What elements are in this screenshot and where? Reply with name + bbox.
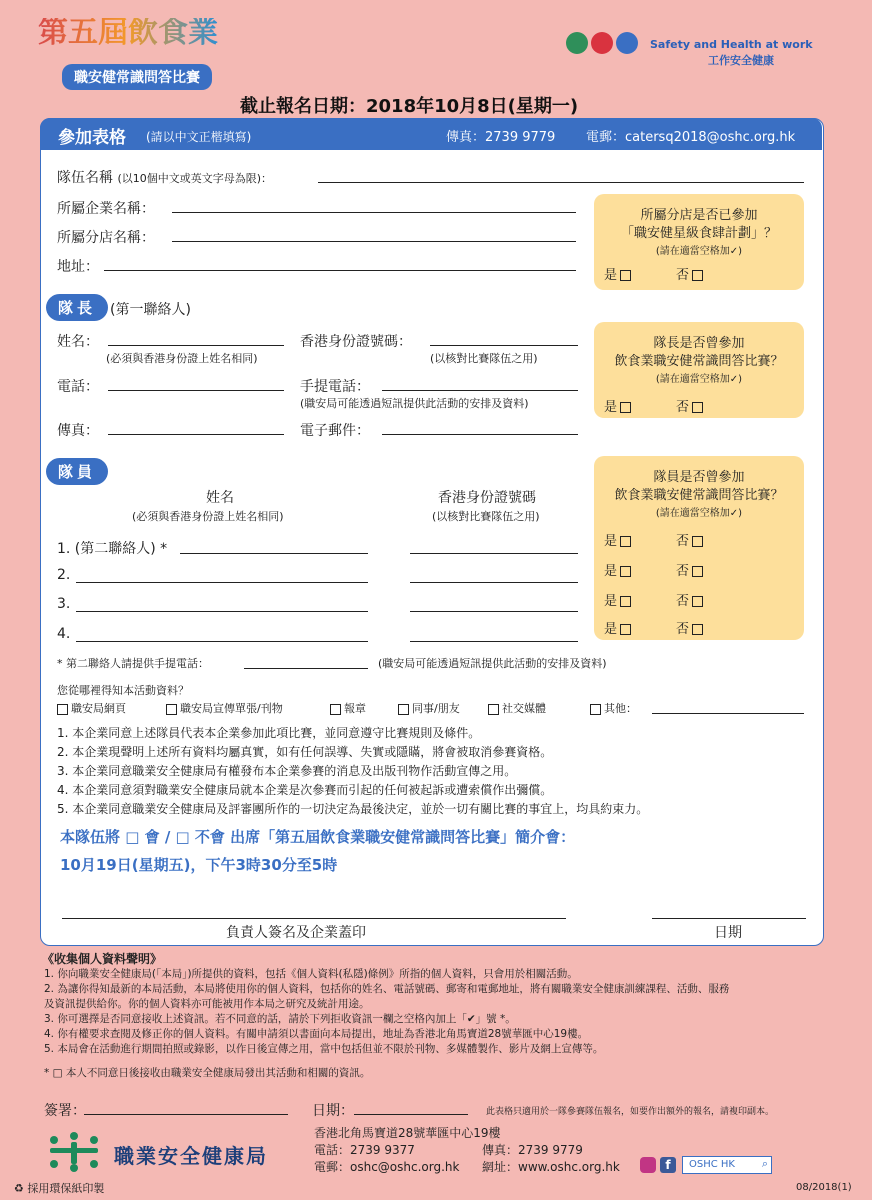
- source-friends-label: 同事/朋友: [412, 702, 460, 715]
- oshc-english-name: Safety and Health at work: [650, 38, 813, 51]
- member-4-hkid-field[interactable]: [410, 641, 578, 642]
- leader-no-option[interactable]: [676, 396, 703, 415]
- term-item: 1. 本企業同意上述隊員代表本企業參加此項比賽，並同意遵守比賽規則及條件。: [57, 726, 481, 740]
- privacy-item: 2. 為讓你得知最新的本局活動，本局將使用你的個人資料，包括你的姓名、電話號碼、郵寄和電郵地址，將有關職業安全健康訓練課程、活動、服務: [44, 983, 730, 995]
- eco-print: [14, 1180, 104, 1196]
- member-1-yes-option[interactable]: [604, 530, 631, 549]
- leader-email-label: 電子郵件：: [300, 423, 370, 439]
- footer-sign-field[interactable]: [84, 1114, 288, 1115]
- address-field[interactable]: [104, 270, 576, 271]
- star-question-note: (請在適當空格加✓): [655, 246, 743, 257]
- leader-yes-label: 是: [604, 400, 618, 415]
- footer-email[interactable]: 電郵：oshc@oshc.org.hk: [314, 1160, 460, 1174]
- source-other-checkbox[interactable]: [590, 704, 601, 715]
- member-4-yes-checkbox[interactable]: [620, 624, 631, 635]
- footer-address: 香港北角馬寶道28號華匯中心19樓: [314, 1126, 501, 1140]
- member-row-1-label: 1. (第二聯絡人) *: [57, 541, 168, 557]
- star-no-checkbox[interactable]: [692, 270, 703, 281]
- member-row-4-label: 4.: [57, 626, 71, 642]
- member-2-no-option[interactable]: [676, 560, 703, 579]
- source-leaflet-checkbox[interactable]: [166, 704, 177, 715]
- star-yes-label: 是: [604, 268, 618, 283]
- leader-email-field[interactable]: [382, 434, 578, 435]
- star-question-line1: 所屬分店是否已參加: [640, 208, 758, 223]
- member-row-3-label: 3.: [57, 596, 71, 612]
- term-item: 3. 本企業同意職業安全健康局有權發布本企業參賽的消息及出版刊物作活動宣傳之用。: [57, 764, 517, 778]
- privacy-title: 《收集個人資料聲明》: [42, 952, 163, 966]
- member-2-no-checkbox[interactable]: [692, 566, 703, 577]
- leader-yes-checkbox[interactable]: [620, 402, 631, 413]
- member-row-2-label: 2.: [57, 567, 71, 583]
- oshc-mark-icon: [42, 1130, 106, 1174]
- privacy-item: 1. 你向職業安全健康局(「本局」)所提供的資料，包括《個人資料(私隱)條例》所指的個人資料，只會用於相關活動。: [44, 968, 578, 980]
- member-1-yes-checkbox[interactable]: [620, 536, 631, 547]
- member-1-no-checkbox[interactable]: [692, 536, 703, 547]
- team-name-text: 隊伍名稱: [57, 170, 113, 186]
- members-question-line2: 飲食業職安健常識問答比賽？: [614, 488, 784, 503]
- member-3-yes-checkbox[interactable]: [620, 596, 631, 607]
- address-label: 地址：: [57, 259, 99, 275]
- member-1-hkid-field[interactable]: [410, 553, 578, 554]
- branch-label: 所屬分店名稱：: [57, 230, 155, 246]
- event-logo-title: 第五屆飲食業: [38, 15, 218, 50]
- privacy-item: 及資訊提供給你。你的個人資料亦可能被用作本局之研究及統計用途。: [44, 998, 370, 1010]
- oshc-search-box[interactable]: [682, 1156, 772, 1174]
- form-email: 電郵：catersq2018@oshc.org.hk: [586, 130, 796, 145]
- member-4-no-checkbox[interactable]: [692, 624, 703, 635]
- source-option-social[interactable]: [488, 700, 546, 716]
- leader-no-label: 否: [676, 400, 690, 415]
- member-3-no-label: 否: [676, 594, 690, 609]
- footer-date-field[interactable]: [354, 1114, 468, 1115]
- members-col-name-note: (必須與香港身份證上姓名相同): [132, 510, 284, 523]
- leader-fax-field[interactable]: [108, 434, 284, 435]
- leader-yes-option[interactable]: [604, 396, 631, 415]
- privacy-list: [44, 967, 729, 1057]
- privacy-item: 5. 本局會在活動進行期間拍照或錄影，以作日後宣傳之用，當中包括但並不限於刊物、多媒體製作、影片及網上宣傳等。: [44, 1043, 604, 1055]
- members-col-name: 姓名: [206, 490, 234, 506]
- footer-date-label: 日期：: [312, 1103, 354, 1119]
- star-question-line2: 「職安健星級食肆計劃」？: [620, 226, 777, 241]
- source-social-checkbox[interactable]: [488, 704, 499, 715]
- star-no-option[interactable]: [676, 264, 703, 283]
- term-item: 4. 本企業同意須對職業安全健康局就本企業是次參賽而引起的任何被起訴或遭索償作出彌償。: [57, 783, 553, 797]
- source-newspaper-checkbox[interactable]: [330, 704, 341, 715]
- leader-mobile-field[interactable]: [382, 390, 578, 391]
- source-other-field[interactable]: [652, 713, 804, 714]
- leader-hkid-label: 香港身份證號碼：: [300, 334, 412, 350]
- registration-deadline: 截止報名日期：2018年10月8日(星期一): [240, 96, 579, 117]
- star-yes-option[interactable]: [604, 264, 631, 283]
- leader-pill: 隊長: [46, 294, 108, 321]
- oshc-chinese-name: 工作安全健康: [708, 54, 774, 67]
- leader-name-field[interactable]: [108, 345, 284, 346]
- member-3-no-checkbox[interactable]: [692, 596, 703, 607]
- leader-phone-field[interactable]: [108, 390, 284, 391]
- eye-icon: [566, 32, 588, 54]
- privacy-item: 4. 你有權要求查閱及修正你的個人資料。有關申請須以書面向本局提出，地址為香港北角馬寶道28號華匯中心19樓。: [44, 1028, 589, 1040]
- star-no-label: 否: [676, 268, 690, 283]
- source-newspaper-label: 報章: [344, 702, 366, 715]
- leader-mobile-label: 手提電話：: [300, 379, 370, 395]
- leader-name-note: (必須與香港身份證上姓名相同): [106, 352, 258, 365]
- signature-label: 負責人簽名及企業蓋印: [226, 925, 366, 941]
- leader-pill-note: (第一聯絡人): [110, 302, 191, 318]
- leader-question-line2: 飲食業職安健常識問答比賽？: [614, 354, 784, 369]
- term-item: 5. 本企業同意職業安全健康局及評審團所作的一切決定為最後決定，並於一切有關比賽的事宜上，均具約束力。: [57, 802, 649, 816]
- oshc-logo-icons: [566, 32, 638, 54]
- members-history-box: [594, 456, 804, 640]
- source-option-newspaper[interactable]: [330, 700, 366, 716]
- team-name-field[interactable]: [318, 182, 804, 183]
- leader-question-line1: 隊長是否曾參加: [653, 336, 745, 351]
- source-leaflet-label: 職安局宣傳單張/刊物: [180, 702, 283, 715]
- member-3-yes-label: 是: [604, 594, 618, 609]
- member-1-no-label: 否: [676, 534, 690, 549]
- source-website-checkbox[interactable]: [57, 704, 68, 715]
- facebook-icon[interactable]: f: [660, 1157, 676, 1173]
- org-name: 職業安全健康局: [114, 1144, 268, 1168]
- instagram-icon[interactable]: [640, 1157, 656, 1173]
- member-4-name-field[interactable]: [76, 641, 368, 642]
- company-label: 所屬企業名稱：: [57, 201, 155, 217]
- leader-fax-label: 傳真：: [57, 423, 99, 439]
- second-contact-mobile-note: (職安局可能透過短訊提供此活動的安排及資料): [378, 657, 607, 670]
- form-title: 參加表格: [58, 128, 126, 148]
- leader-hkid-field[interactable]: [430, 345, 578, 346]
- footer-copy-note: 此表格只適用於一隊參賽隊伍報名，如要作出額外的報名，請複印副本。: [486, 1107, 775, 1117]
- terms-list: [57, 724, 648, 819]
- member-3-yes-option[interactable]: [604, 590, 631, 609]
- source-option-leaflet[interactable]: [166, 700, 283, 716]
- members-col-hkid-note: (以核對比賽隊伍之用): [432, 510, 540, 523]
- source-other-label: 其他：: [604, 702, 637, 715]
- privacy-optout[interactable]: * □ 本人不同意日後接收由職業安全健康局發出其活動和相關的資訊。: [44, 1067, 371, 1079]
- member-2-yes-checkbox[interactable]: [620, 566, 631, 577]
- briefing-line-1[interactable]: 本隊伍將 □ 會 / □ 不會 出席「第五屆飲食業職安健常識問答比賽」簡介會：: [60, 828, 576, 846]
- member-4-yes-option[interactable]: [604, 618, 631, 637]
- source-question: 您從哪裡得知本活動資料？: [57, 684, 189, 697]
- team-name-label: [57, 167, 272, 187]
- footer-phone: 電話：2739 9377: [314, 1143, 415, 1157]
- source-website-label: 職安局網頁: [71, 702, 126, 715]
- leader-history-box: [594, 322, 804, 418]
- member-1-no-option[interactable]: [676, 530, 703, 549]
- leader-question-note: (請在適當空格加✓): [655, 374, 743, 385]
- branch-field[interactable]: [172, 241, 576, 242]
- term-item: 2. 本企業現聲明上述所有資料均屬真實，如有任何誤導、失實或隱瞞，將會被取消參賽資格。: [57, 745, 553, 759]
- member-4-no-option[interactable]: [676, 618, 703, 637]
- footer-website[interactable]: 網址：www.oshc.org.hk: [482, 1160, 620, 1174]
- member-4-no-label: 否: [676, 622, 690, 637]
- oshc-search-text: OSHC HK: [689, 1159, 735, 1170]
- leader-hkid-note: (以核對比賽隊伍之用): [430, 352, 538, 365]
- source-friends-checkbox[interactable]: [398, 704, 409, 715]
- member-1-yes-label: 是: [604, 534, 618, 549]
- form-code: 08/2018(1): [796, 1182, 852, 1193]
- team-name-note: (以10個中文或英文字母為限)：: [117, 172, 273, 185]
- members-question-note: (請在適當空格加✓): [655, 508, 743, 519]
- member-2-no-label: 否: [676, 564, 690, 579]
- leader-name-label: 姓名：: [57, 334, 99, 350]
- signature-line[interactable]: [62, 918, 566, 919]
- hand-icon: [616, 32, 638, 54]
- leader-phone-label: 電話：: [57, 379, 99, 395]
- second-contact-mobile-label: * 第二聯絡人請提供手提電話：: [57, 657, 209, 670]
- event-logo-subtitle: 職安健常識問答比賽: [62, 64, 212, 90]
- company-field[interactable]: [172, 212, 576, 213]
- members-pill: 隊員: [46, 458, 108, 485]
- eco-print-text: 採用環保紙印製: [27, 1182, 105, 1195]
- form-fax: 傳真：2739 9779: [446, 130, 556, 145]
- member-2-yes-label: 是: [604, 564, 618, 579]
- oshc-org-logo: [42, 1130, 106, 1178]
- member-4-yes-label: 是: [604, 622, 618, 637]
- recycle-icon: ♻: [14, 1182, 24, 1195]
- leader-no-checkbox[interactable]: [692, 402, 703, 413]
- signature-date-line[interactable]: [652, 918, 806, 919]
- member-2-yes-option[interactable]: [604, 560, 631, 579]
- member-3-hkid-field[interactable]: [410, 611, 578, 612]
- briefing-line-2: 10月19日(星期五)，下午3時30分至5時: [60, 856, 338, 874]
- star-yes-checkbox[interactable]: [620, 270, 631, 281]
- privacy-item: 3. 你可選擇是否同意接收上述資訊。若不同意的話，請於下列拒收資訊一欄之空格內加上「✔」號 *。: [44, 1013, 516, 1025]
- star-restaurant-box: [594, 194, 804, 290]
- heart-icon: [591, 32, 613, 54]
- footer-fax: 傳真：2739 9779: [482, 1143, 583, 1157]
- member-3-no-option[interactable]: [676, 590, 703, 609]
- second-contact-mobile-field[interactable]: [244, 668, 368, 669]
- signature-date-label: 日期: [714, 925, 742, 941]
- member-1-name-field[interactable]: [180, 553, 368, 554]
- members-question-line1: 隊員是否曾參加: [653, 470, 745, 485]
- form-title-note: (請以中文正楷填寫): [146, 130, 252, 144]
- source-social-label: 社交媒體: [502, 702, 546, 715]
- footer-sign-label: 簽署：: [44, 1103, 86, 1119]
- member-2-hkid-field[interactable]: [410, 582, 578, 583]
- member-2-name-field[interactable]: [76, 582, 368, 583]
- members-col-hkid: 香港身份證號碼: [438, 490, 536, 506]
- source-option-friends[interactable]: [398, 700, 460, 716]
- search-icon: ⌕: [761, 1157, 768, 1170]
- leader-mobile-note: (職安局可能透過短訊提供此活動的安排及資料): [300, 397, 529, 410]
- source-option-other[interactable]: [590, 700, 637, 716]
- member-3-name-field[interactable]: [76, 611, 368, 612]
- form-header-bar: [40, 118, 822, 150]
- source-option-website[interactable]: [57, 700, 126, 716]
